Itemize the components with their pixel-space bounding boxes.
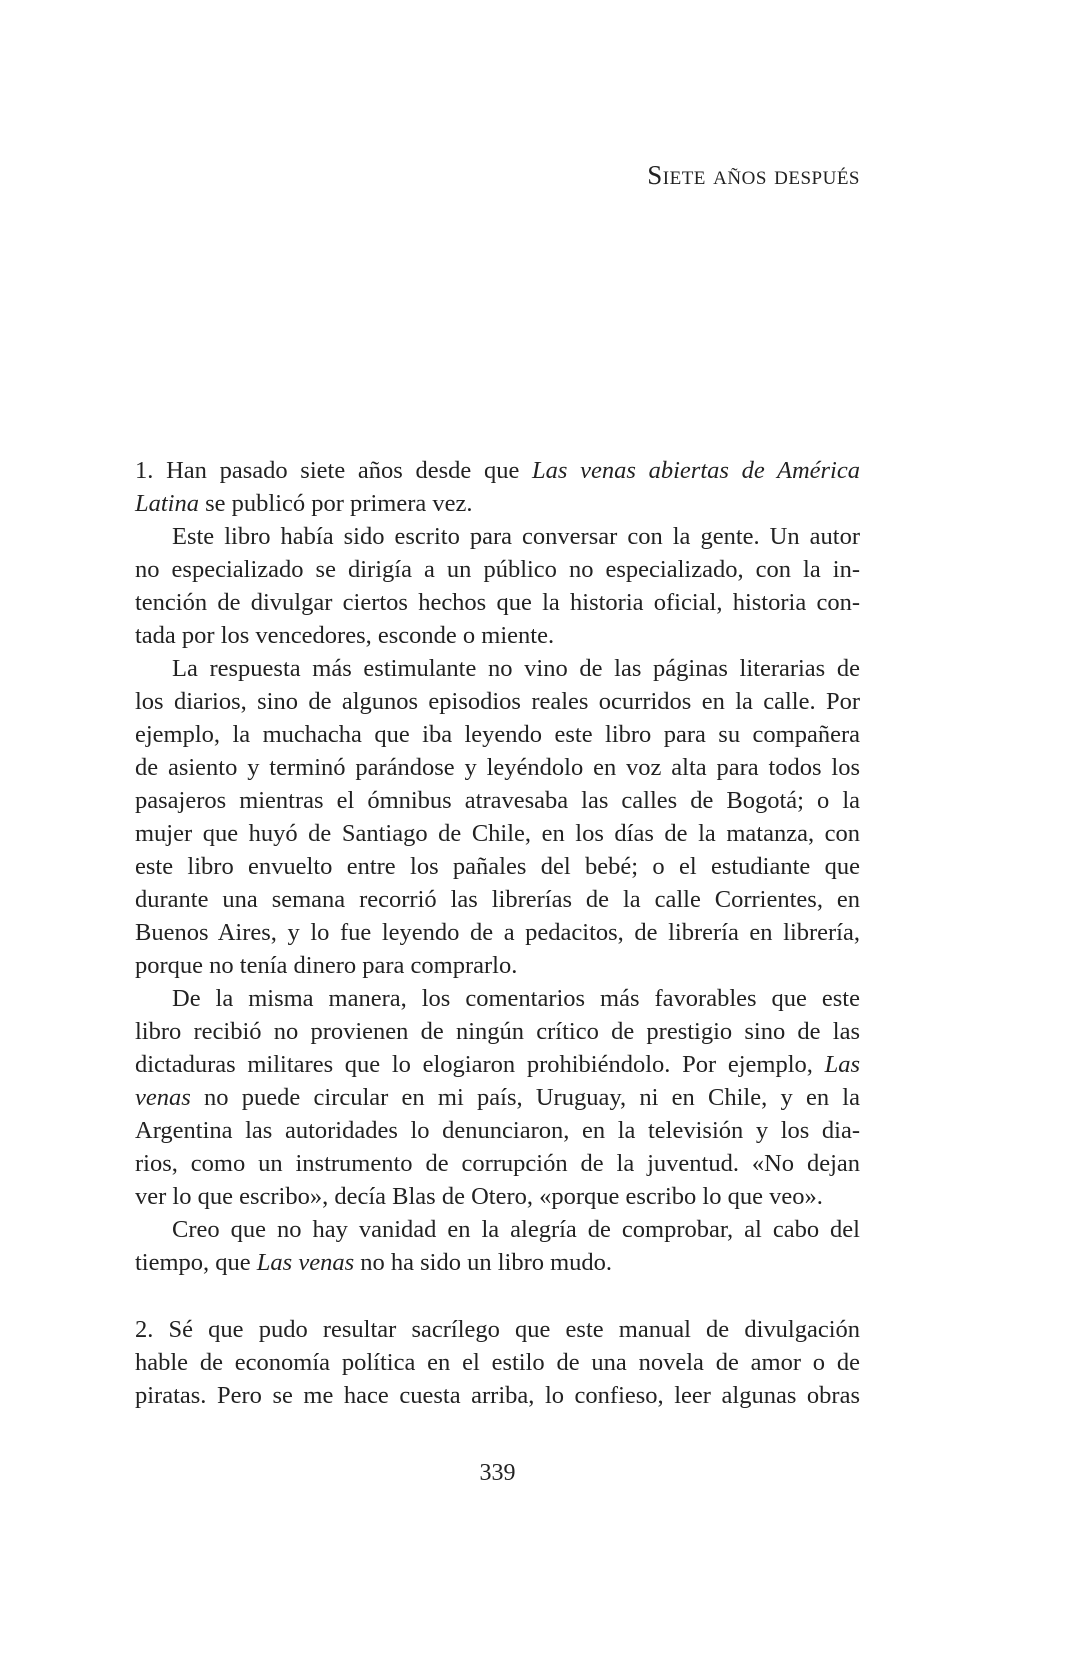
text-line (135, 1180, 860, 1213)
paragraph (135, 454, 860, 520)
text-line (135, 850, 860, 883)
text-line (135, 619, 860, 652)
running-header: Siete años después (647, 160, 860, 190)
paragraph (135, 652, 860, 982)
text-run: Buenos Aires, y lo fue leyendo de a pedacitos, de librería en librería, (135, 919, 860, 946)
section-gap (135, 1279, 860, 1313)
text-line (135, 1147, 860, 1180)
text-run: no especializado se dirigía a un público no especializado, con la in- (135, 556, 860, 583)
text-run: este libro envuelto entre los pañales del bebé; o el estudiante que (135, 853, 860, 880)
text-line (135, 1081, 860, 1114)
italic-title: Las (824, 1051, 860, 1078)
text-line (135, 454, 860, 487)
body-text (135, 454, 860, 1412)
text-line (135, 586, 860, 619)
paragraph (135, 520, 860, 652)
italic-title: venas (135, 1084, 191, 1111)
italic-title: Las venas (256, 1249, 355, 1276)
text-run: hable de economía política en el estilo de una novela de amor o de (135, 1349, 860, 1376)
text-run: porque no tenía dinero para comprarlo. (135, 952, 518, 979)
text-line (135, 784, 860, 817)
text-run: 2. Sé que pudo resultar sacrílego que este manual de divulgación (135, 1316, 860, 1343)
text-run: se publicó por primera vez. (199, 490, 473, 517)
text-line (135, 751, 860, 784)
text-run: piratas. Pero se me hace cuesta arriba, lo confieso, leer algunas obras (135, 1382, 860, 1409)
text-line (135, 883, 860, 916)
text-run: tiempo, que (135, 1249, 257, 1276)
text-run: mujer que huyó de Santiago de Chile, en los días de la matanza, con (135, 820, 860, 847)
paragraph (135, 1313, 860, 1412)
text-run: rios, como un instrumento de corrupción de la juventud. «No dejan (135, 1150, 860, 1177)
text-run: dictaduras militares que lo elogiaron prohibiéndolo. Por ejemplo, (135, 1051, 825, 1078)
text-line (135, 1246, 860, 1279)
text-run: De la misma manera, los comentarios más favorables que este (172, 985, 860, 1012)
text-line (135, 685, 860, 718)
section-2 (135, 1313, 860, 1412)
text-line (135, 553, 860, 586)
text-run: ejemplo, la muchacha que iba leyendo este libro para su compañera (135, 721, 860, 748)
text-line (135, 1048, 860, 1081)
text-line (135, 487, 860, 520)
text-run: Creo que no hay vanidad en la alegría de comprobar, al cabo del (172, 1216, 860, 1243)
text-run: tención de divulgar ciertos hechos que la historia oficial, historia con- (135, 589, 860, 616)
text-run: no ha sido un libro mudo. (354, 1249, 613, 1276)
text-run: pasajeros mientras el ómnibus atravesaba las calles de Bogotá; o la (135, 787, 860, 814)
text-run: de asiento y terminó parándose y leyéndolo en voz alta para todos los (135, 754, 860, 781)
section-1 (135, 454, 860, 1279)
text-line (135, 916, 860, 949)
text-line (135, 520, 860, 553)
text-run: ver lo que escribo», decía Blas de Otero, «porque escribo lo que veo». (135, 1183, 823, 1210)
text-line (135, 718, 860, 751)
text-line (135, 1114, 860, 1147)
italic-title: Latina (135, 490, 199, 517)
paragraph (135, 982, 860, 1213)
page-number: 339 (479, 1460, 516, 1486)
text-line (135, 949, 860, 982)
text-line (135, 982, 860, 1015)
text-run: libro recibió no provienen de ningún crítico de prestigio sino de las (135, 1018, 860, 1045)
text-run: 1. Han pasado siete años desde que (135, 457, 533, 484)
italic-title: Las venas abiertas de América (532, 457, 860, 484)
text-line (135, 652, 860, 685)
text-line (135, 1346, 860, 1379)
text-run: los diarios, sino de algunos episodios reales ocurridos en la calle. Por (135, 688, 860, 715)
text-line (135, 817, 860, 850)
text-line (135, 1379, 860, 1412)
paragraph (135, 1213, 860, 1279)
text-line (135, 1313, 860, 1346)
text-run: tada por los vencedores, esconde o miente. (135, 622, 555, 649)
text-run: durante una semana recorrió las librerías de la calle Corrientes, en (135, 886, 860, 913)
text-run: La respuesta más estimulante no vino de las páginas literarias de (172, 655, 860, 682)
text-line (135, 1015, 860, 1048)
text-line (135, 1213, 860, 1246)
text-run: Argentina las autoridades lo denunciaron, en la televisión y los dia- (135, 1117, 860, 1144)
text-run: Este libro había sido escrito para conversar con la gente. Un autor (172, 523, 860, 550)
text-run: no puede circular en mi país, Uruguay, ni en Chile, y en la (190, 1084, 860, 1111)
